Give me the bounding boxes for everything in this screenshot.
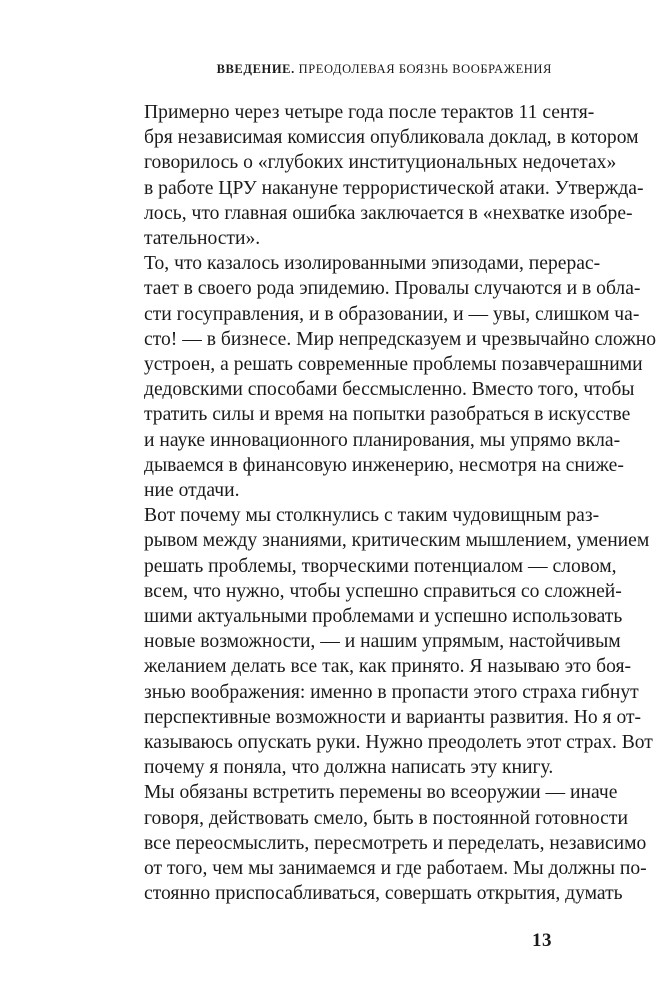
text-line: дедовскими способами бессмысленно. Вместо того, чтобы: [144, 379, 635, 401]
text-line: казываюсь опускать руки. Нужно преодолеть этот страх. Вот: [144, 732, 653, 754]
text-line: тательности».: [144, 228, 261, 250]
text-line: решать проблемы, творческими потенциалом — словом,: [144, 555, 617, 577]
text-line: ние отдачи.: [144, 480, 240, 502]
page-number: 13: [532, 930, 552, 951]
text-line: почему я поняла, что должна написать эту книгу.: [144, 757, 554, 779]
text-line: стоянно приспосабливаться, совершать открытия, думать: [144, 883, 623, 905]
running-header: [217, 62, 552, 77]
chapter-label: ВВЕДЕНИЕ.: [216, 62, 295, 76]
chapter-title: ПРЕОДОЛЕВАЯ БОЯЗНЬ ВООБРАЖЕНИЯ: [298, 62, 552, 76]
paragraph: [120, 780, 647, 906]
text-line: желанием делать все так, как принято. Я называю это боя-: [144, 656, 632, 678]
text-line: устроен, а решать современные проблемы позавчерашними: [144, 354, 643, 376]
text-line: знью воображения: именно в пропасти этого страха гибнут: [144, 681, 639, 703]
paragraph: [120, 100, 644, 251]
text-line: То, что казалось изолированными эпизодами, перерас-: [144, 253, 601, 275]
text-line: тратить силы и время на попытки разобраться в искусстве: [144, 404, 631, 426]
text-line: лось, что главная ошибка заключается в «нехватке изобре-: [144, 202, 633, 224]
text-line: всем, что нужно, чтобы успешно справиться со сложней-: [144, 580, 622, 602]
paragraph: [120, 251, 657, 503]
body-text: [120, 100, 657, 907]
text-line: сто! — в бизнесе. Мир непредсказуем и чрезвычайно сложно: [144, 328, 657, 350]
text-line: в работе ЦРУ накануне террористической атаки. Утвержда-: [144, 177, 644, 199]
text-line: бря независимая комиссия опубликовала доклад, в котором: [144, 127, 639, 149]
text-line: говоря, действовать смело, быть в постоянной готовности: [144, 807, 628, 829]
text-line: Мы обязаны встретить перемены во всеоружии — иначе: [144, 782, 618, 804]
text-line: шими актуальными проблемами и успешно использовать: [144, 606, 623, 628]
paragraph: [120, 503, 653, 780]
text-line: дываемся в финансовую инженерию, несмотря на сниже-: [144, 454, 624, 476]
text-line: тает в своего рода эпидемию. Провалы случаются и в обла-: [144, 278, 641, 300]
text-line: говорилось о «глубоких институциональных недочетах»: [144, 152, 617, 174]
text-line: перспективные возможности и варианты развития. Но я от-: [144, 706, 642, 728]
text-line: Вот почему мы столкнулись с таким чудовищным раз-: [144, 505, 600, 527]
text-line: рывом между знаниями, критическим мышлением, умением: [144, 530, 650, 552]
text-line: от того, чем мы занимаемся и где работаем. Мы должны по-: [144, 858, 647, 880]
text-line: и науке инновационного планирования, мы упрямо вкла-: [144, 429, 621, 451]
text-line: Примерно через четыре года после терактов 11 сентя-: [144, 102, 595, 123]
text-line: сти госуправления, и в образовании, и — увы, слишком ча-: [144, 303, 640, 325]
text-line: все переосмыслить, пересмотреть и переделать, независимо: [144, 832, 647, 854]
text-line: новые возможности, — и нашим упрямым, настойчивым: [144, 631, 621, 653]
